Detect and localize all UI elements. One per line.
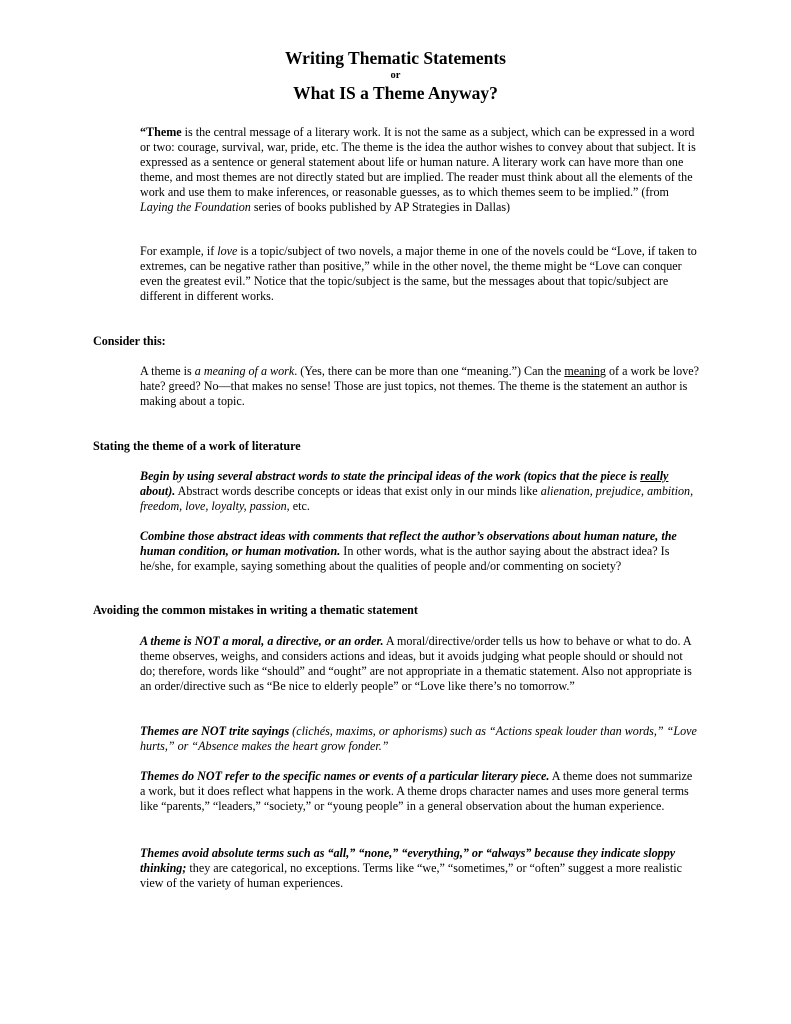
consider-text: A theme is [140,364,195,378]
stating-paragraph-2 [140,529,700,574]
mistake-moral-text: A moral/directive/order tells us how to behave or what to do. A theme observes, weighs, and considers actions and ideas, but it avoids judging what people should or should not do; therefore, words like “should” and “ought” are not appropriate in a thematic statement. Also not appropriate is an order/directive such as “Be nice to elderly people” or “Love like there’s no tomorrow.” [140,634,692,693]
mistake-names-bold: Themes do NOT refer to the specific names or events of a particular literary piece. [140,769,550,783]
intro-text-end: series of books published by AP Strategies in Dallas) [250,200,511,214]
consider-text-end: of a work be love? hate? greed? No—that makes no sense! Those are just topics, not themes. The theme is the statement an author is making about a topic. [140,364,700,408]
stating-bold-3: Combine those abstract ideas with comments that reflect the author’s observations about human nature, the human condition, or human motivation. [140,529,677,558]
stating-text-1: Abstract words describe concepts or ideas that exist only in our minds like [175,484,541,498]
mistake-moral-bold: A theme is NOT a moral, a directive, or an order. [140,634,384,648]
mistake-absolute [140,846,700,891]
theme-term: “Theme [140,125,182,139]
meaning-term: meaning [564,364,606,378]
mistake-names [140,769,700,814]
stating-bold-2: about). [140,484,176,498]
mistake-trite-bold: Themes are NOT trite sayings [140,724,290,738]
really-term: really [640,469,669,483]
mistake-absolute-bold: Themes avoid absolute terms such as “all,” “none,” “everything,” or “always” because they indicate sloppy thinking; [140,846,676,875]
stating-paragraph-1 [140,469,700,514]
document-title: Writing Thematic Statements [285,48,506,68]
abstract-examples: alienation, prejudice, ambition, freedom, love, loyalty, passion [140,484,694,513]
mistake-trite [140,724,700,754]
intro-text: is the central message of a literary work. It is not the same as a subject, which can be expressed in a word or two: courage, survival, war, pride, etc. The theme is the idea the author wishes to convey about that subject. It is expressed as a sentence or general statement about life or human nature. A literary work can have more than one theme, and most themes are not directly stated but are implied. The reader must think about all the elements of the work and use them to make inferences, or reasonable guesses, as to which themes seem to be implied.” (from [140,125,696,199]
love-term: love [217,244,238,258]
consider-paragraph [140,364,700,409]
source-title: Laying the Foundation [140,200,251,214]
intro-paragraph [140,125,700,215]
example-text-end: is a topic/subject of two novels, a major theme in one of the novels could be “Love, if taken to extremes, can be negative rather than positive,” while in the other novel, the theme might be “Love can conquer even the greatest evil.” Notice that the topic/subject is the same, but the messages about that topic/subject are different in different works. [140,244,697,303]
stating-text-2: In other words, what is the author saying about the abstract idea? Is he/she, for example, saying something about the qualities of people and/or commenting on society? [140,544,670,573]
avoiding-heading: Avoiding the common mistakes in writing a thematic statement [93,603,418,617]
mistake-names-text: A theme does not summarize a work, but it does reflect what happens in the work. A theme drops character names and uses more general terms like “parents,” “leaders,” “society,” or “young people” in a general observation about the human experience. [140,769,693,813]
mistake-moral [140,634,700,694]
stating-text-1-end: , etc. [286,499,310,513]
meaning-of-work-term: a meaning of a work [194,364,295,378]
consider-heading: Consider this: [93,334,166,348]
consider-text-mid: . (Yes, there can be more than one “meaning.”) Can the [294,364,565,378]
example-paragraph [140,244,700,304]
title-or: or [390,70,401,81]
mistake-trite-text: (clichés, maxims, or aphorisms) such as “Actions speak louder than words,” “Love hurts,” or “Absence makes the heart grow fonder.” [140,724,697,753]
stating-bold-1: Begin by using several abstract words to state the principal ideas of the work (topics that the piece is [140,469,641,483]
stating-heading: Stating the theme of a work of literature [93,439,301,453]
mistake-absolute-text: they are categorical, no exceptions. Terms like “we,” “sometimes,” or “often” suggest a more realistic view of the variety of human experiences. [140,861,682,890]
example-text: For example, if [140,244,218,258]
document-subtitle: What IS a Theme Anyway? [293,83,498,103]
